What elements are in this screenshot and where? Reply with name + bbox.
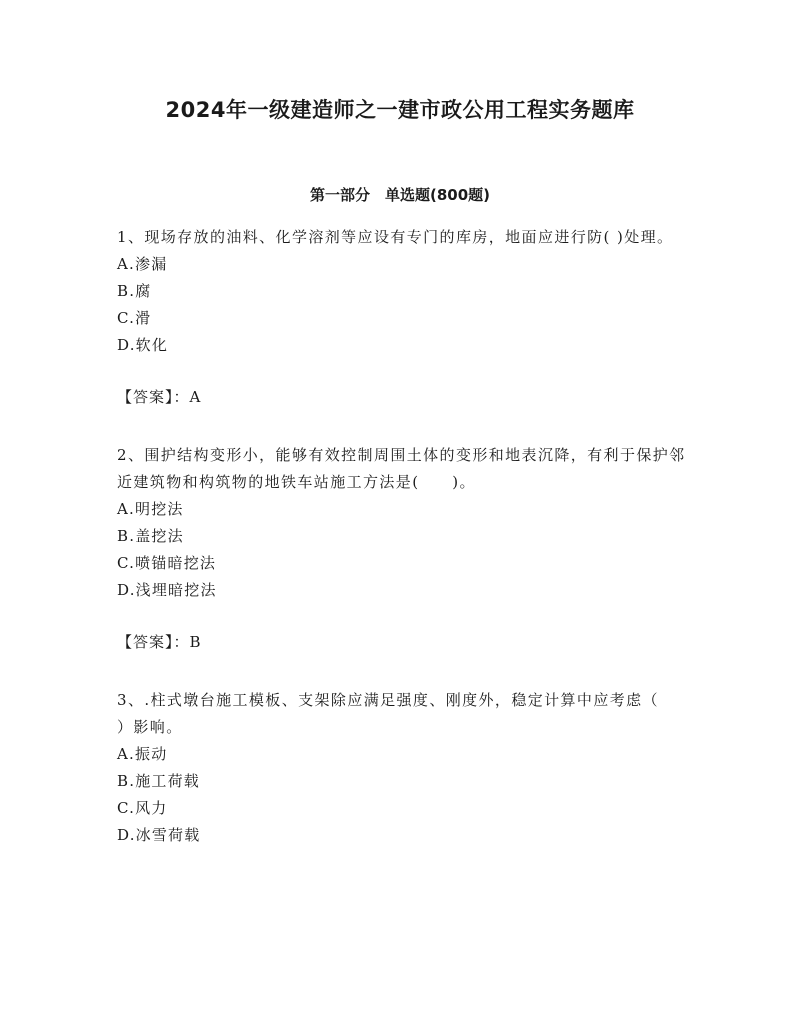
option-d: D.冰雪荷载 xyxy=(117,826,201,844)
question-text: 1、现场存放的油料、化学溶剂等应设有专门的库房，地面应进行防( )处理。 xyxy=(117,228,674,246)
answer-label: 【答案】： xyxy=(117,388,190,406)
question-text: 3、.柱式墩台施工模板、支架除应满足强度、刚度外，稳定计算中应考虑（ ）影响。 xyxy=(117,691,692,736)
answer-value: A xyxy=(189,388,202,406)
option-b: B.腐 xyxy=(117,282,152,300)
document-title: 2024年一级建造师之一建市政公用工程实务题库 xyxy=(165,98,635,122)
question-list xyxy=(117,224,692,849)
section-heading: 第一部分 单选题(800题) xyxy=(309,186,491,204)
option-a: A.振动 xyxy=(117,745,168,763)
option-c: C.风力 xyxy=(117,799,168,817)
option-c: C.滑 xyxy=(117,309,152,327)
question-text: 2、围护结构变形小，能够有效控制周围土体的变形和地表沉降，有利于保护邻近建筑物和构筑物的地铁车站施工方法是( )。 xyxy=(117,446,686,491)
question-2 xyxy=(117,442,687,656)
answer-line xyxy=(117,384,687,411)
option-list xyxy=(117,741,687,849)
option-d: D.软化 xyxy=(117,336,169,354)
option-d: D.浅埋暗挖法 xyxy=(117,581,217,599)
answer-value: B xyxy=(189,633,202,651)
question-3 xyxy=(117,687,692,849)
answer-line xyxy=(117,629,687,656)
question-1 xyxy=(117,224,687,411)
option-c: C.喷锚暗挖法 xyxy=(117,554,217,572)
question-spacer xyxy=(117,411,687,442)
option-b: B.盖挖法 xyxy=(117,527,184,545)
option-a: A.渗漏 xyxy=(117,255,168,273)
option-a: A.明挖法 xyxy=(117,500,184,518)
question-spacer xyxy=(117,656,687,687)
option-b: B.施工荷载 xyxy=(117,772,200,790)
option-list xyxy=(117,251,687,359)
answer-label: 【答案】： xyxy=(117,633,190,651)
option-list xyxy=(117,496,687,604)
